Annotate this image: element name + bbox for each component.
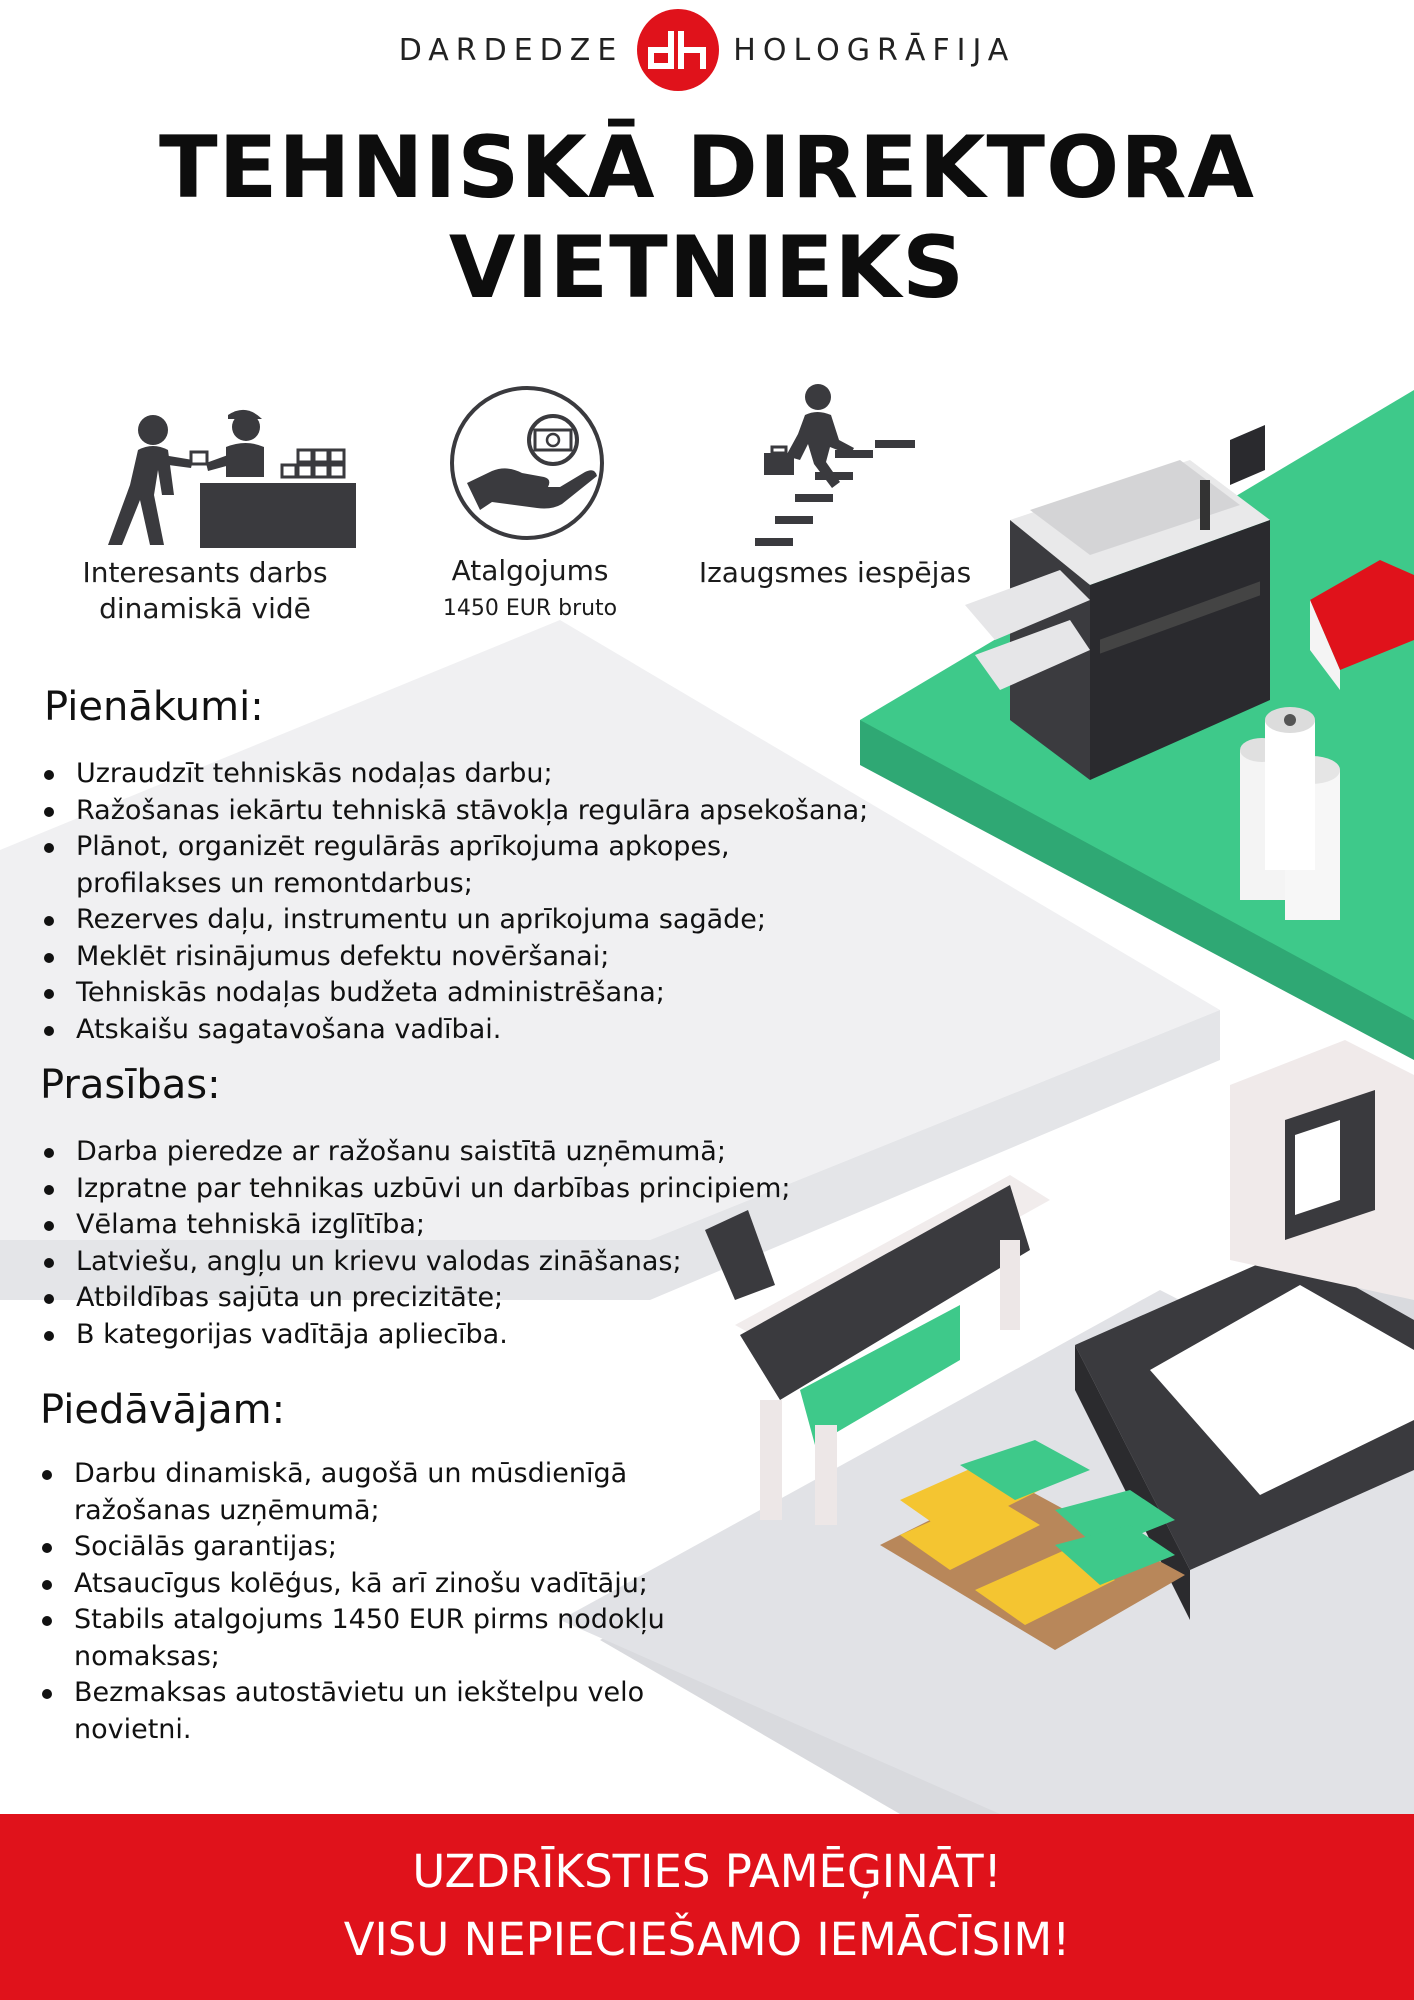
footer-line-2: VISU NEPIECIEŠAMO IEMĀCĪSIM! <box>343 1913 1071 1966</box>
footer-banner <box>0 1814 1414 2000</box>
list-item: Stabils atalgojums 1450 EUR pirms nodokļu <box>38 1602 758 1639</box>
list-item-continuation: ražošanas uzņēmumā; <box>74 1494 380 1526</box>
title-line-1: TEHNISKĀ DIREKTORA <box>159 118 1255 218</box>
list-item: Atbildības sajūta un precizitāte; <box>40 1280 940 1317</box>
list-item: Ražošanas iekārtu tehniskā stāvokļa regulāra apsekošana; <box>40 793 940 830</box>
list-item: Plānot, organizēt regulārās aprīkojuma apkopes, <box>40 829 940 866</box>
list-item: Bezmaksas autostāvietu un iekštelpu velo <box>38 1675 758 1712</box>
duties-heading: Pienākumi: <box>44 684 264 730</box>
duties-list <box>40 756 940 1048</box>
list-item: Darba pieredze ar ražošanu saistītā uzņēmumā; <box>40 1134 940 1171</box>
page-title <box>0 118 1414 318</box>
title-line-2: VIETNIEKS <box>448 218 966 318</box>
requirements-heading: Prasības: <box>40 1062 221 1108</box>
list-item: Atskaišu sagatavošana vadībai. <box>40 1012 940 1049</box>
company-logo <box>0 10 1414 90</box>
offers-list <box>38 1456 758 1748</box>
logo-left-text: DARDEDZE <box>398 32 624 68</box>
career-stairs-icon <box>750 383 920 553</box>
list-item: Rezerves daļu, instrumentu un aprīkojuma sagāde; <box>40 902 940 939</box>
list-item-continuation: nomaksas; <box>74 1640 220 1672</box>
list-item: Tehniskās nodaļas budžeta administrēšana; <box>40 975 940 1012</box>
hand-money-icon <box>447 383 607 543</box>
list-item: Atsaucīgus kolēģus, kā arī zinošu vadītāju; <box>38 1566 758 1603</box>
requirements-list <box>40 1134 940 1353</box>
feature-growth-label: Izaugsmes iespējas <box>698 556 972 589</box>
feature-salary-label: Atalgojums <box>451 554 609 587</box>
footer-line-1: UZDRĪKSTIES PAMĒĢINĀT! <box>412 1845 1002 1898</box>
list-item: Uzraudzīt tehniskās nodaļas darbu; <box>40 756 940 793</box>
feature-salary-amount: 1450 EUR bruto <box>442 596 618 621</box>
list-item: Latviešu, angļu un krievu valodas zināšanas; <box>40 1244 940 1281</box>
list-item: Darbu dinamiskā, augošā un mūsdienīgā <box>38 1456 758 1493</box>
list-item: Izpratne par tehnikas uzbūvi un darbības principiem; <box>40 1171 940 1208</box>
logo-right-text: HOLOGRĀFIJA <box>733 32 1016 68</box>
offers-heading: Piedāvājam: <box>40 1387 286 1433</box>
list-item-continuation: profilakses un remontdarbus; <box>76 867 473 899</box>
handover-desk-icon <box>108 405 358 550</box>
list-item: Sociālās garantijas; <box>38 1529 758 1566</box>
list-item-continuation: novietni. <box>74 1713 192 1745</box>
list-item: Vēlama tehniskā izglītība; <box>40 1207 940 1244</box>
logo-mark-icon <box>637 9 719 91</box>
feature-interesting-work-label: Interesants darbs dinamiskā vidē <box>82 556 328 625</box>
list-item: B kategorijas vadītāja apliecība. <box>40 1317 940 1354</box>
list-item: Meklēt risinājumus defektu novēršanai; <box>40 939 940 976</box>
